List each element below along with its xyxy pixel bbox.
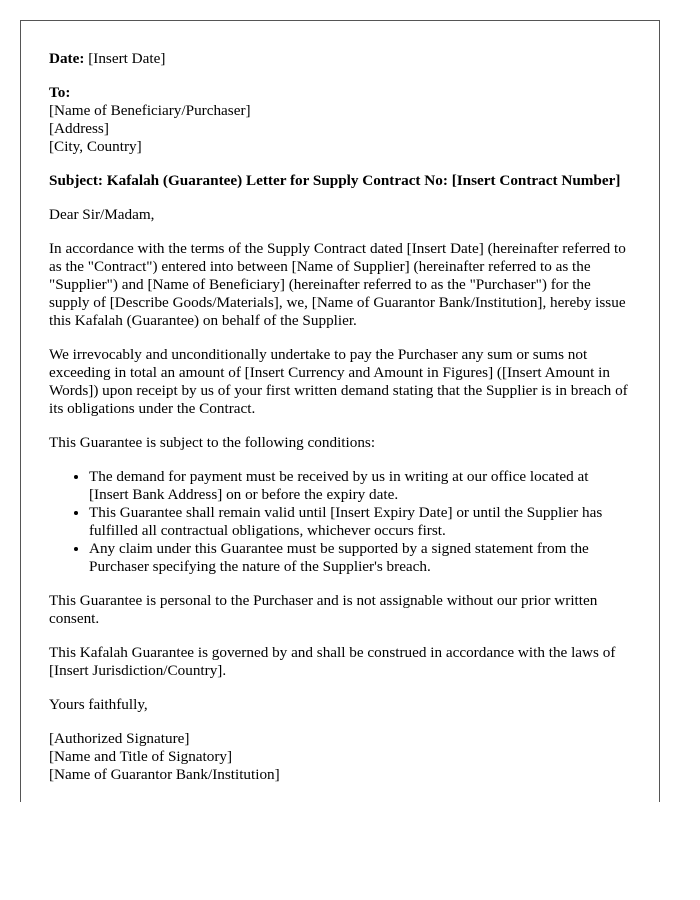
conditions-list (49, 468, 631, 576)
undertaking-paragraph: We irrevocably and unconditionally undertake to pay the Purchaser any sum or sums not exceeding in total an amount of [Insert Currency and Amount in Figures] ([Insert Amount in Words]) upon receipt by us of your first written demand stating that the Supplier is in breach of its obligations under the Contract. (49, 346, 628, 417)
date-value: [Insert Date] (88, 50, 166, 67)
signature-block (49, 730, 631, 784)
condition-item: • Any claim under this Guarantee must be supported by a signed statement from the Purchaser specifying the nature of the Supplier's breach. (89, 540, 631, 576)
governing-law-paragraph: This Kafalah Guarantee is governed by and shall be construed in accordance with the laws of [Insert Jurisdiction/Country]. (49, 644, 616, 679)
recipient-block (49, 84, 631, 156)
condition-item: • This Guarantee shall remain valid until [Insert Expiry Date] or until the Supplier has fulfilled all contractual obligations, whichever occurs first. (89, 504, 631, 540)
signatory-name-title: [Name and Title of Signatory] (49, 748, 233, 765)
salutation: Dear Sir/Madam, (49, 206, 155, 223)
personal-paragraph: This Guarantee is personal to the Purchaser and is not assignable without our prior written consent. (49, 592, 598, 627)
subject-line: Subject: Kafalah (Guarantee) Letter for Supply Contract No: [Insert Contract Number] (49, 172, 621, 189)
date-line (49, 50, 631, 68)
recipient-address: [Address] (49, 120, 109, 137)
date-label: Date: (49, 50, 85, 67)
signature-line: [Authorized Signature] (49, 730, 190, 747)
guarantee-letter (20, 20, 660, 802)
closing: Yours faithfully, (49, 696, 148, 713)
conditions-intro: This Guarantee is subject to the following conditions: (49, 434, 376, 451)
intro-paragraph: In accordance with the terms of the Supply Contract dated [Insert Date] (hereinafter referred to as the "Contract") entered into between [Name of Supplier] (hereinafter referred to as the "Supplier") and [Name of Beneficiary] (hereinafter referred to as the "Purchaser") for the supply of [Describe Goods/Materials], we, [Name of Guarantor Bank/Institution], hereby issue this Kafalah (Guarantee) on behalf of the Supplier. (49, 240, 626, 329)
recipient-label: To: (49, 84, 71, 101)
guarantor-institution: [Name of Guarantor Bank/Institution] (49, 766, 280, 783)
recipient-city-country: [City, Country] (49, 138, 142, 155)
condition-item: • The demand for payment must be received by us in writing at our office located at [Insert Bank Address] on or before the expiry date. (89, 468, 631, 504)
recipient-name: [Name of Beneficiary/Purchaser] (49, 102, 251, 119)
